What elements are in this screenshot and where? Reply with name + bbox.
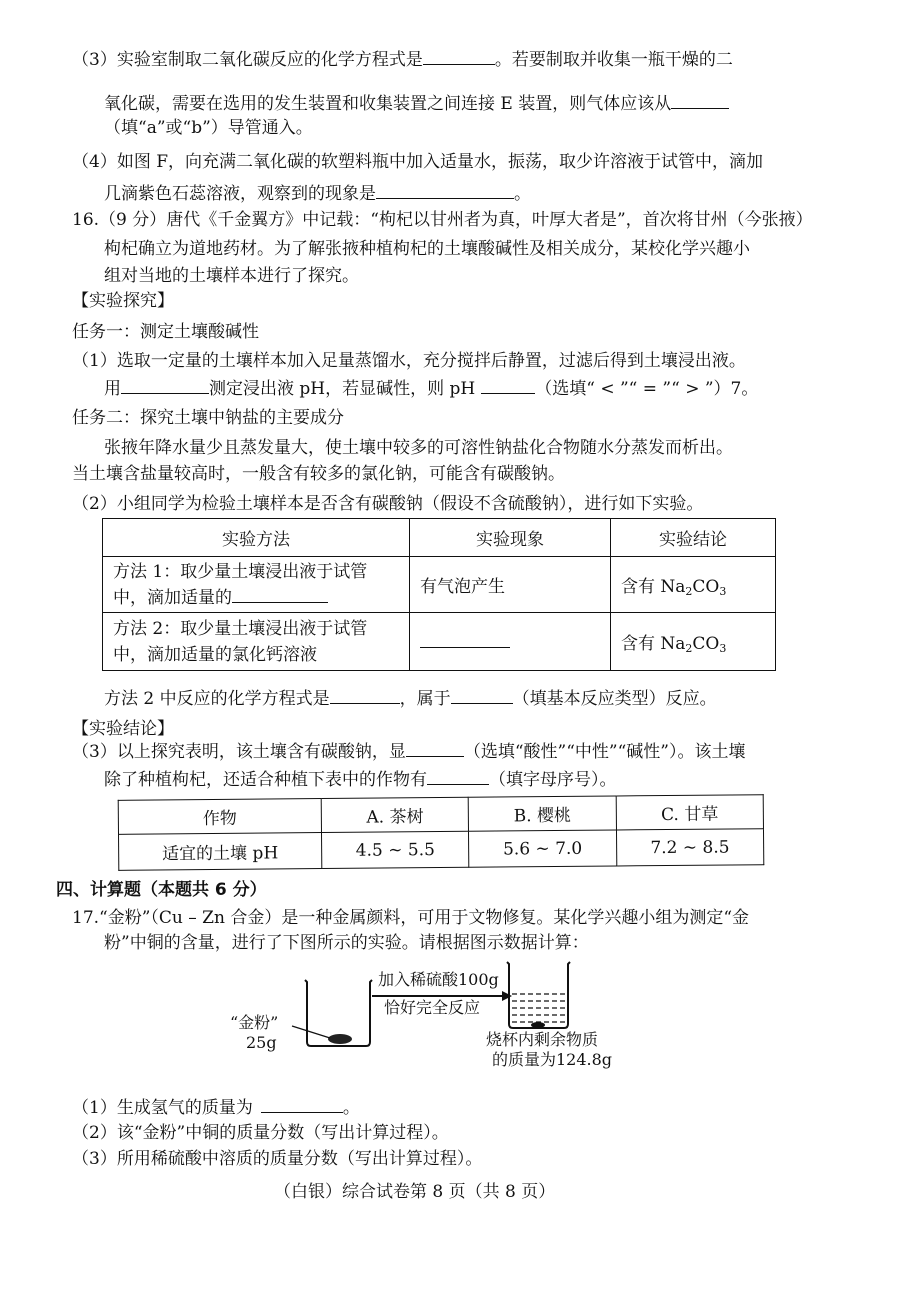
crop-row-header: 作物 bbox=[118, 799, 321, 835]
task2-paragraph-line2: 当土壤含盐量较高时，一般含有较多的氯化钠，可能含有碳酸钠。 bbox=[72, 464, 565, 484]
q17-stem-line1: 17.“金粉”（Cu – Zn 合金）是一种金属颜料，可用于文物修复。某化学兴趣小组为测定“金 bbox=[72, 908, 750, 928]
ph-row-header: 适宜的土壤 pH bbox=[119, 833, 322, 871]
method2-cell: 方法 2：取少量土壤浸出液于试管 中，滴加适量的氯化钙溶液 bbox=[103, 613, 410, 671]
q15-part4-line1: （4）如图 F，向充满二氧化碳的软塑料瓶中加入适量水，振荡，取少许溶液于试管中，滴加 bbox=[72, 152, 764, 172]
powder-pointer bbox=[292, 1026, 330, 1038]
method1-phenomenon: 有气泡产生 bbox=[410, 557, 611, 613]
q15-part3-line3: （填“a”或“b”）导管通入。 bbox=[104, 118, 313, 138]
q15-part4-line2: 几滴紫色石蕊溶液，观察到的现象是 。 bbox=[104, 184, 531, 204]
crop-a: A. 茶树 bbox=[321, 797, 469, 832]
answer-blank[interactable] bbox=[427, 768, 489, 785]
experiment-table bbox=[102, 518, 776, 671]
q16-part1-line2: 用 测定浸出液 pH，若显碱性，则 pH （选填“ < ”“ = ”“ > ”）7。 bbox=[104, 379, 759, 399]
q16-part3-line1: （3）以上探究表明，该土壤含有碳酸钠，显 （选填“酸性”“中性”“碱性”）。该土壤 bbox=[72, 742, 746, 762]
method2-phenomenon bbox=[410, 613, 611, 671]
ph-a: 4.5 ~ 5.5 bbox=[321, 831, 469, 868]
task1-heading: 任务一：测定土壤酸碱性 bbox=[72, 322, 259, 342]
answer-blank[interactable] bbox=[376, 182, 514, 199]
answer-blank[interactable] bbox=[261, 1096, 343, 1113]
gold-powder-icon bbox=[328, 1034, 352, 1044]
page-footer: （白银）综合试卷第 8 页（共 8 页） bbox=[274, 1182, 556, 1202]
q17-stem-line2: 粉”中铜的含量，进行了下图所示的实验。请根据图示数据计算： bbox=[104, 933, 589, 953]
experiment-row-method1 bbox=[103, 557, 776, 613]
ph-b: 5.6 ~ 7.0 bbox=[469, 830, 617, 867]
answer-blank[interactable] bbox=[451, 687, 513, 704]
q15-part3-line2: 氧化碳，需要在选用的发生装置和收集装置之间连接 E 装置，则气体应该从 bbox=[104, 92, 729, 115]
method1-conclusion: 含有 $Na_2CO_3$ bbox=[611, 557, 776, 613]
header-phenomenon: 实验现象 bbox=[410, 519, 611, 557]
ph-row bbox=[119, 829, 764, 871]
method2-conclusion: 含有 $Na_2CO_3$ bbox=[611, 613, 776, 671]
answer-blank[interactable] bbox=[406, 740, 464, 757]
task2-heading: 任务二：探究土壤中钠盐的主要成分 bbox=[72, 408, 344, 428]
experiment-conclusion-heading: 【实验结论】 bbox=[72, 719, 174, 739]
answer-blank[interactable] bbox=[330, 687, 400, 704]
answer-blank[interactable] bbox=[121, 377, 209, 394]
arrow-label-bottom: 恰好完全反应 bbox=[384, 998, 481, 1017]
remaining-label: 烧杯内剩余物质 bbox=[486, 1030, 599, 1049]
answer-blank[interactable] bbox=[671, 92, 729, 109]
q17-sub3: （3）所用稀硫酸中溶质的质量分数（写出计算过程）。 bbox=[72, 1149, 483, 1169]
q16-part3-line2: 除了种植枸杞，还适合种植下表中的作物有 （填字母序号）。 bbox=[104, 770, 617, 790]
crop-row bbox=[118, 795, 763, 835]
answer-blank[interactable] bbox=[420, 631, 510, 648]
crop-b: B. 樱桃 bbox=[469, 796, 617, 831]
q17-sub2: （2）该“金粉”中铜的质量分数（写出计算过程）。 bbox=[72, 1123, 449, 1143]
q16-part2: （2）小组同学为检验土壤样本是否含有碳酸钠（假设不含硫酸钠），进行如下实验。 bbox=[72, 494, 704, 514]
crop-ph-table bbox=[118, 794, 765, 871]
method1-cell: 方法 1：取少量土壤浸出液于试管 中，滴加适量的 bbox=[103, 557, 410, 613]
section4-title: 四、计算题（本题共 6 分） bbox=[56, 880, 267, 900]
q16-stem-line1: 16.（9 分）唐代《千金翼方》中记载：“枸杞以甘州者为真，叶厚大者是”，首次将甘州（今张掖） bbox=[72, 210, 813, 230]
q17-sub1: （1）生成氢气的质量为 。 bbox=[72, 1098, 360, 1118]
liquid-lines bbox=[512, 994, 566, 1022]
task2-paragraph-line1: 张掖年降水量少且蒸发量大，使土壤中较多的可溶性钠盐化合物随水分蒸发而析出。 bbox=[104, 438, 733, 458]
gold-powder-mass: 25g bbox=[246, 1033, 277, 1052]
header-conclusion: 实验结论 bbox=[611, 519, 776, 557]
arrow-label-top: 加入稀硫酸100g bbox=[378, 970, 499, 989]
answer-blank[interactable] bbox=[232, 586, 328, 603]
q16-stem-line2: 枸杞确立为道地药材。为了解张掖种植枸杞的土壤酸碱性及相关成分，某校化学兴趣小 bbox=[104, 239, 750, 259]
experiment-explore-heading: 【实验探究】 bbox=[72, 291, 174, 311]
gold-powder-label: “金粉” bbox=[230, 1013, 279, 1032]
method2-equation-line: 方法 2 中反应的化学方程式是 ，属于 （填基本反应类型）反应。 bbox=[104, 689, 717, 709]
ph-c: 7.2 ~ 8.5 bbox=[616, 829, 764, 866]
answer-blank[interactable] bbox=[423, 48, 495, 65]
experiment-table-header bbox=[103, 519, 776, 557]
crop-c: C. 甘草 bbox=[616, 795, 764, 830]
experiment-figure bbox=[220, 958, 620, 1073]
answer-blank[interactable] bbox=[481, 377, 535, 394]
header-method: 实验方法 bbox=[103, 519, 410, 557]
residue-icon bbox=[531, 1022, 545, 1028]
q16-part1-line1: （1）选取一定量的土壤样本加入足量蒸馏水，充分搅拌后静置，过滤后得到土壤浸出液。 bbox=[72, 351, 746, 371]
q15-part3-line1: （3）实验室制取二氧化碳反应的化学方程式是 。若要制取并收集一瓶干燥的二 bbox=[72, 50, 733, 70]
remaining-mass: 的质量为124.8g bbox=[492, 1050, 613, 1069]
right-beaker-icon bbox=[507, 962, 570, 1028]
q16-stem-line3: 组对当地的土壤样本进行了探究。 bbox=[104, 266, 359, 286]
experiment-row-method2 bbox=[103, 613, 776, 671]
